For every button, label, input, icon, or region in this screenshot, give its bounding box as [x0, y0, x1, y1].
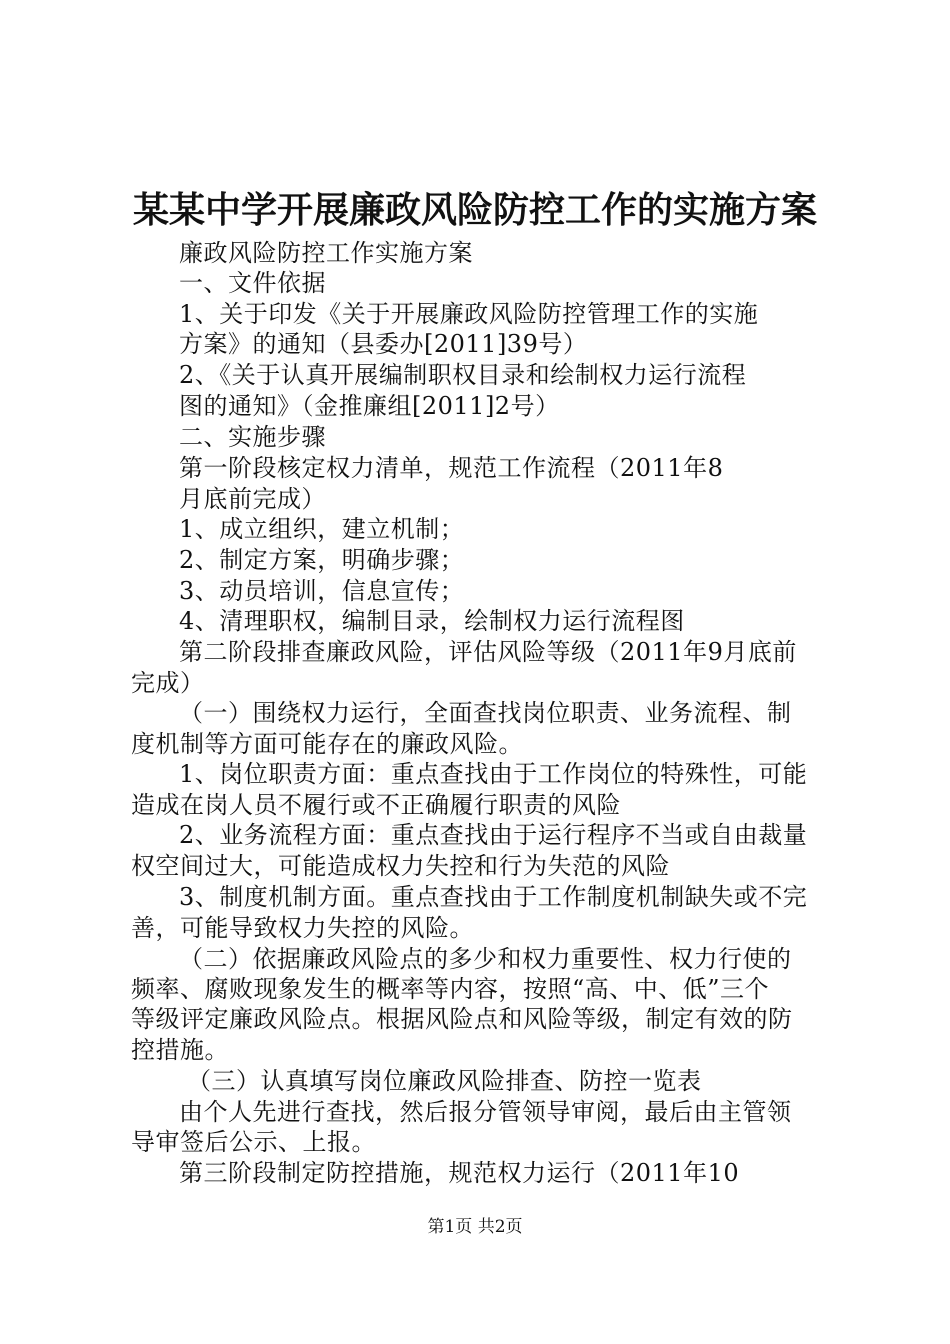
body-line: 完成） — [131, 669, 205, 697]
body-line: 善，可能导致权力失控的风险。 — [131, 914, 474, 942]
body-line: 2、制定方案，明确步骤； — [179, 546, 465, 574]
body-line: 方案》的通知（县委办[2011]39号） — [179, 330, 588, 358]
body-line: 度机制等方面可能存在的廉政风险。 — [131, 730, 523, 758]
body-line: 1、岗位职责方面：重点查找由于工作岗位的特殊性，可能 — [179, 760, 808, 788]
body-line: （一）围绕权力运行，全面查找岗位职责、业务流程、制 — [179, 699, 792, 727]
body-line: 2、业务流程方面：重点查找由于运行程序不当或自由裁量 — [179, 821, 808, 849]
document-title: 某某中学开展廉政风险防控工作的实施方案 — [132, 189, 817, 231]
body-line: 频率、腐败现象发生的概率等内容，按照“高、中、低”三个 — [131, 975, 770, 1003]
body-line: 等级评定廉政风险点。根据风险点和风险等级，制定有效的防 — [131, 1005, 793, 1033]
body-line: 月底前完成） — [179, 485, 326, 513]
body-line: 造成在岗人员不履行或不正确履行职责的风险 — [131, 791, 621, 819]
body-line: 2、《关于认真开展编制职权目录和绘制权力运行流程 — [179, 361, 747, 389]
body-line: （二）依据廉政风险点的多少和权力重要性、权力行使的 — [179, 945, 792, 973]
body-line: 第三阶段制定防控措施，规范权力运行（2011年10 — [179, 1159, 740, 1187]
body-line: 图的通知》（金推廉组[2011]2号） — [179, 392, 560, 420]
section-heading: 二、实施步骤 — [179, 423, 326, 451]
body-line: 控措施。 — [131, 1036, 229, 1064]
section-heading: 一、文件依据 — [179, 269, 326, 297]
body-line: （三）认真填写岗位廉政风险排查、防控一览表 — [187, 1067, 702, 1095]
body-line: 导审签后公示、上报。 — [131, 1128, 376, 1156]
body-line: 由个人先进行查找，然后报分管领导审阅，最后由主管领 — [179, 1098, 792, 1126]
body-line: 廉政风险防控工作实施方案 — [179, 239, 473, 267]
body-line: 第二阶段排查廉政风险，评估风险等级（2011年9月底前 — [179, 638, 797, 666]
body-line: 第一阶段核定权力清单，规范工作流程（2011年8 — [179, 454, 724, 482]
body-line: 1、成立组织，建立机制； — [179, 515, 465, 543]
page-number-footer: 第1页 共2页 — [427, 1217, 523, 1237]
body-line: 1、关于印发《关于开展廉政风险防控管理工作的实施 — [179, 300, 759, 328]
body-line: 权空间过大，可能造成权力失控和行为失范的风险 — [131, 852, 670, 880]
body-line: 4、清理职权，编制目录，绘制权力运行流程图 — [179, 607, 685, 635]
body-line: 3、动员培训，信息宣传； — [179, 577, 465, 605]
body-line: 3、制度机制方面。重点查找由于工作制度机制缺失或不完 — [179, 883, 808, 911]
